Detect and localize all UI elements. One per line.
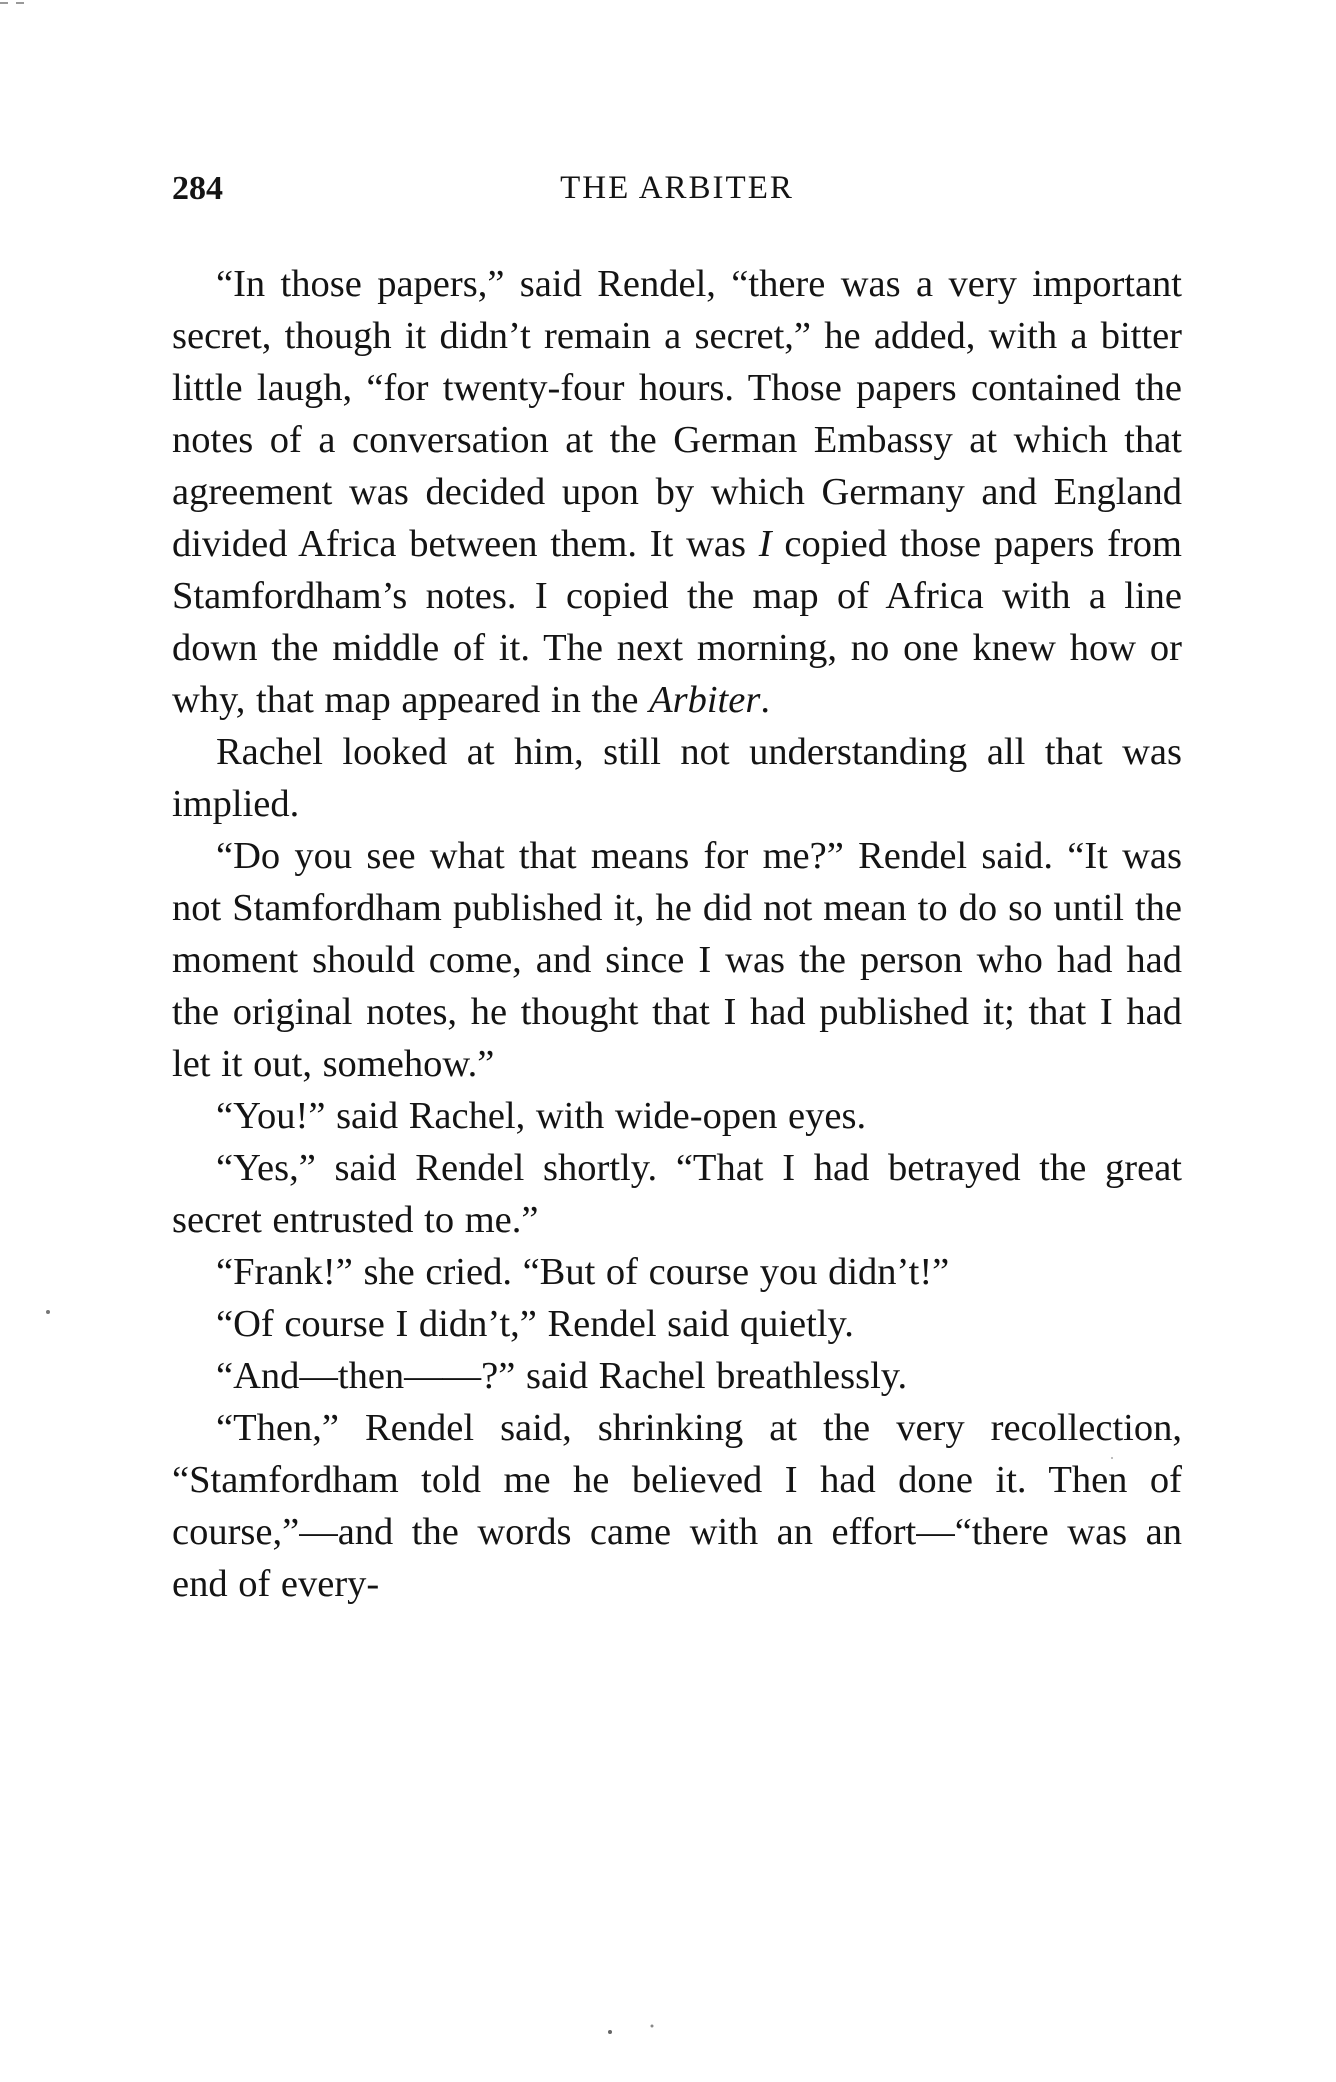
paragraph-text: copied those papers from Stamfordham’s notes. I copied the map of Africa with a line down the middle of it. The next morning, no one knew how or why, that map appeared in the: [172, 523, 1182, 721]
paragraph-text: “Yes,” said Rendel shortly. “That I had betrayed the great secret entrusted to me.”: [172, 1147, 1182, 1241]
paragraph-text: “Do you see what that means for me?” Rendel said. “It was not Stamfordham published it, he did not mean to do so until the moment should come, and since I was the person who had had the original notes, he thought that I had published it; that I had let it out, somehow.”: [172, 835, 1182, 1085]
speck: [651, 2025, 654, 2028]
paragraph: [172, 1402, 1182, 1610]
paragraph-text: “You!” said Rachel, with wide-open eyes.: [216, 1095, 867, 1137]
paragraph-text: “Of course I didn’t,” Rendel said quietly.: [216, 1303, 854, 1345]
paragraph: [172, 830, 1182, 1090]
body-text: [172, 258, 1182, 1610]
paragraph: [172, 1246, 1182, 1298]
speck: [0, 2, 8, 4]
paragraph-text: Rachel looked at him, still not understanding all that was implied.: [172, 731, 1182, 825]
paragraph: [172, 1090, 1182, 1142]
paragraph-text: “Then,” Rendel said, shrinking at the very recollection, “Stamfordham told me he believed I had done it. Then of course,”—and the words came with an effort—“there was an end of every-: [172, 1407, 1182, 1605]
paragraph-text: “In those papers,” said Rendel, “there was a very important secret, though it didn’t remain a secret,” he added, with a bitter little laugh, “for twenty-four hours. Those papers contained the notes of a conversation at the German Embassy at which that agreement was decided upon by which Germany and England divided Africa between them. It was: [172, 263, 1182, 565]
paragraph: [172, 1350, 1182, 1402]
italic-text: Arbiter: [649, 679, 761, 721]
paragraph-text: “And—then——?” said Rachel breathlessly.: [216, 1355, 908, 1397]
page-number: 284: [172, 170, 223, 207]
paragraph-text: “Frank!” she cried. “But of course you didn’t!”: [216, 1251, 950, 1293]
paragraph: [172, 1298, 1182, 1350]
speck: [46, 1310, 50, 1314]
italic-text: I: [758, 523, 772, 565]
paragraph: [172, 726, 1182, 830]
page-header: [172, 170, 1182, 220]
speck: [16, 2, 24, 4]
paragraph: [172, 1142, 1182, 1246]
paragraph: [172, 258, 1182, 726]
paragraph-text: .: [760, 679, 770, 721]
speck: [608, 2030, 612, 2034]
running-title: THE ARBITER: [560, 170, 794, 206]
